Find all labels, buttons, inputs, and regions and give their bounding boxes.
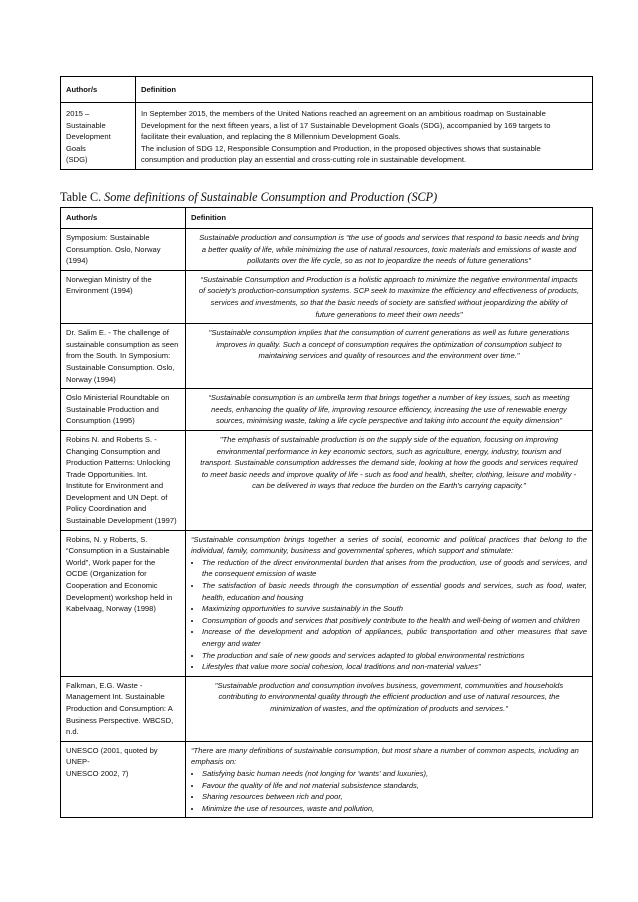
table-row xyxy=(61,741,593,818)
definition-cell xyxy=(186,389,593,431)
definition-cell xyxy=(186,741,593,818)
definition-line: pollutants over the life cycle, so as not to jeopardize the needs of future generations" xyxy=(247,256,531,266)
author-line: Oslo Ministerial Roundtable on xyxy=(66,393,170,403)
author-line: Symposium: Sustainable xyxy=(66,233,150,242)
author-line: OCDE (Organization for xyxy=(66,569,147,579)
table-row xyxy=(61,430,593,530)
definition-line: can be delivered in ways that reduce the burden on the Earth's carrying capacity." xyxy=(252,481,526,491)
author-line: Management Int. Sustainable xyxy=(66,692,165,702)
list-item: • Consumption of goods and services that positively contribute to the health and well-being of women and children xyxy=(202,615,587,627)
definition-line: transport. Sustainable consumption addresses the demand side, looking at how the goods and services required xyxy=(200,458,578,468)
author-line: Consumption. Oslo, Norway xyxy=(66,244,161,254)
definition-line: environmental performance in key economic sectors, such as agriculture, energy, industry, tourism and xyxy=(216,446,562,456)
author-line: Dr. Salim E. - The challenge of xyxy=(66,328,169,338)
author-line: Sustainable Consumption. Oslo, xyxy=(66,362,175,372)
author-cell xyxy=(61,676,186,741)
author-line: Development) workshop held in xyxy=(66,592,173,602)
list-item: • The production and sale of new goods and services adapted to global environmental restrictions xyxy=(202,650,587,662)
author-line: Norway (1994) xyxy=(66,374,116,384)
author-line: “Consumption in a Sustainable xyxy=(66,546,170,556)
author-line: Sustainable Production and xyxy=(66,404,159,414)
author-line: Falkman, E.G. Waste - xyxy=(66,680,143,690)
author-line: Trade Opportunities. Int. xyxy=(66,469,148,479)
author-line: (SDG) xyxy=(66,155,88,165)
author-line: sustainable consumption as seen xyxy=(66,339,179,349)
caption-title: Some definitions of Sustainable Consumption and Production (SCP) xyxy=(104,190,438,204)
author-line: Robins N. and Roberts S. - xyxy=(66,434,157,444)
list-item: • Lifestyles that value more social cohesion, local traditions and non-material values” xyxy=(202,661,587,673)
table-row xyxy=(61,103,593,170)
definition-intro: “There are many definitions of sustainable consumption, but most share a number of common aspects, including an emphasis on: xyxy=(191,745,579,767)
header-author: Author/s xyxy=(61,77,136,103)
header-definition: Definition xyxy=(136,77,593,103)
bullet-list xyxy=(191,768,587,814)
list-item: • Maximizing opportunities to survive sustainably in the South xyxy=(202,603,587,615)
list-item: • Increase of the development and adoption of appliances, public transportation and other measures that save energy and water xyxy=(202,626,587,649)
definition-line: “Sustainable consumption is an umbrella term that brings together a number of key issues, such as meeting xyxy=(208,393,570,403)
definition-line: future generations to meet their own needs" xyxy=(315,309,463,319)
definition-line: contributing to environmental quality through the efficient production and use of natural resources, the xyxy=(218,692,560,702)
table-row xyxy=(61,676,593,741)
author-line: UNESCO (2001, quoted by UNEP- xyxy=(66,745,158,767)
author-cell xyxy=(61,389,186,431)
definition-line: to meet basic needs and improve quality of life - such as food and health, shelter, clothing, leisure and mobility - xyxy=(201,469,577,479)
author-cell xyxy=(61,229,186,271)
author-cell xyxy=(61,324,186,389)
sdg-table xyxy=(60,76,593,170)
author-line: n.d. xyxy=(66,727,79,737)
definition-line: services and investments, so that the basic needs of society are satisfied without jeopardizing the ability of xyxy=(210,297,568,307)
header-definition: Definition xyxy=(186,208,593,229)
table-row xyxy=(61,324,593,389)
author-line: Institute for Environment and xyxy=(66,481,164,491)
author-line: Environment (1994) xyxy=(66,286,133,296)
definition-line: "Sustainable production and consumption involves business, government, communities and households xyxy=(214,680,564,690)
author-line: Production and Consumption: A xyxy=(66,703,173,713)
definition-line: "The emphasis of sustainable production is on the supply side of the equation, focusing on improving xyxy=(219,434,559,444)
bullet-list xyxy=(191,557,587,673)
definition-cell xyxy=(186,530,593,676)
list-item: • Satisfying basic human needs (not longing for 'wants' and luxuries), xyxy=(202,768,587,780)
definition-line: “Sustainable Consumption and Production is a holistic approach to minimize the negative environmental impacts xyxy=(200,274,578,284)
definition-line: consumption and production play an essential and cross-cutting role in sustainable development. xyxy=(141,155,467,165)
author-line: (1994) xyxy=(66,256,88,266)
definition-line: facilitate their evaluation, and replacing the 8 Millennium Development Goals. xyxy=(141,132,401,142)
author-cell xyxy=(61,530,186,676)
author-line: Cooperation and Economic xyxy=(66,581,158,591)
definition-cell xyxy=(186,229,593,271)
list-item: • Minimize the use of resources, waste and pollution, xyxy=(202,803,587,815)
author-cell xyxy=(61,270,186,323)
definition-cell xyxy=(186,676,593,741)
table-row xyxy=(61,389,593,431)
author-line: Production Patterns: Unlocking xyxy=(66,458,171,468)
author-line: Sustainable Development (1997) xyxy=(66,516,177,526)
author-line: Development and UN Dept. of xyxy=(66,492,168,502)
definition-line: In September 2015, the members of the United Nations reached an agreement on an ambitious roadmap on Sustainable xyxy=(141,109,546,118)
author-line: UNESCO 2002, 7) xyxy=(66,768,129,778)
table-caption xyxy=(60,190,437,205)
header-author: Author/s xyxy=(61,208,186,229)
author-cell xyxy=(61,430,186,530)
definition-line: of society's production-consumption systems. SCP seek to maximize the efficiency and effectiveness of products, xyxy=(198,286,580,296)
author-line: World”, Work paper for the xyxy=(66,557,156,567)
author-line: from the South. In Symposium: xyxy=(66,351,171,361)
author-line: Development Goals xyxy=(66,132,111,153)
definition-line: sources, minimising waste, taking a life cycle perspective and taking into account the equity dimension” xyxy=(215,416,563,426)
author-cell xyxy=(61,103,136,170)
definition-line: "Sustainable consumption implies that the consumption of current generations as well as future generations xyxy=(208,328,570,338)
definition-cell xyxy=(136,103,593,170)
author-line: 2015 – Sustainable xyxy=(66,109,106,130)
definition-line: The inclusion of SDG 12, Responsible Consumption and Production, in the proposed objectives shows that sustainable xyxy=(141,143,541,153)
list-item: • Favour the quality of life and not material subsistence standards, xyxy=(202,780,587,792)
list-item: • The reduction of the direct environmental burden that arises from the production, use of goods and services, and the consequent emission of waste xyxy=(202,557,587,580)
definition-intro: “Sustainable consumption brings together a series of social, economic and political practices that belong to the individual, family, community, business and governmental spheres, which support and stimulate: xyxy=(191,534,587,556)
table-row xyxy=(61,270,593,323)
definition-line: improves in quality. Such a concept of consumption requires the optimization of consumption subject to xyxy=(216,339,562,349)
list-item: • The satisfaction of basic needs through the consumption of essential goods and services, such as food, water, health, education and housing xyxy=(202,580,587,603)
author-line: Policy Coordination and xyxy=(66,504,147,514)
author-line: Norwegian Ministry of the xyxy=(66,274,152,284)
definition-cell xyxy=(186,270,593,323)
caption-label: Table C. xyxy=(60,190,102,204)
definition-cell xyxy=(186,430,593,530)
author-line: Changing Consumption and xyxy=(66,446,161,456)
list-item: • Sharing resources between rich and poor, xyxy=(202,791,587,803)
definition-line: maintaining services and quality of resources and the environment over time." xyxy=(258,351,520,361)
author-line: Consumption (1995) xyxy=(66,416,135,426)
author-line: Business Perspective. WBCSD, xyxy=(66,715,174,725)
definition-cell xyxy=(186,324,593,389)
table-row xyxy=(61,229,593,271)
definition-line: minimization of wastes, and the optimization of products and services." xyxy=(270,703,508,713)
table-header-row xyxy=(61,208,593,229)
author-line: Robins, N. y Roberts, S. xyxy=(66,534,148,544)
definition-line: Sustainable production and consumption is “the use of goods and services that respond to basic needs and bring xyxy=(199,233,579,242)
author-line: Kabelvaag, Norway (1998) xyxy=(66,604,156,614)
definition-line: Development for the next fifteen years, a list of 17 Sustainable Development Goals (SDG), accompanied by 169 targets to xyxy=(141,120,551,130)
table-row xyxy=(61,530,593,676)
scp-definitions-table xyxy=(60,207,593,818)
author-cell xyxy=(61,741,186,818)
table-header-row xyxy=(61,77,593,103)
definition-line: needs, enhancing the quality of life, improving resource efficiency, increasing the use of renewable energy xyxy=(211,404,567,414)
definition-line: a better quality of life, while minimizing the use of natural resources, toxic materials and emissions of waste and xyxy=(201,244,577,254)
